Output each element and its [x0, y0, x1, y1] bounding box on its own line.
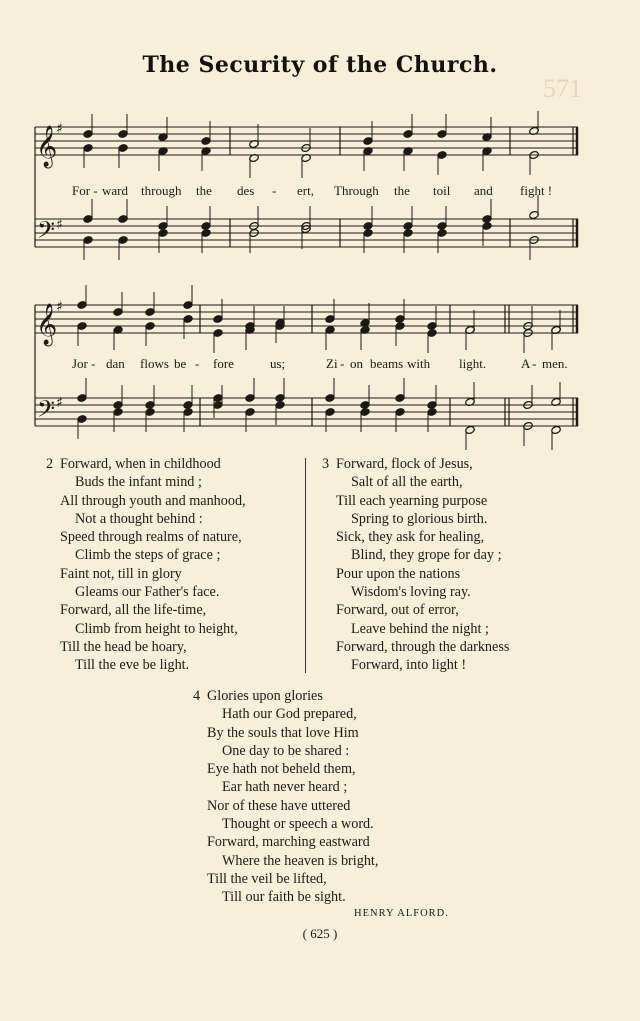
hymn-title: The Security of the Church.	[142, 52, 498, 78]
syllable: be	[174, 356, 187, 371]
syllable: Jor -	[72, 356, 96, 371]
verse-2	[46, 455, 246, 675]
verse-line: Blind, they grope for day ;	[351, 547, 502, 564]
verse-line: Wisdom's loving ray.	[351, 584, 471, 601]
syllable: toil	[433, 183, 451, 198]
author-attribution: HENRY ALFORD.	[354, 908, 449, 919]
verse-line: Forward, all the life-time,	[60, 602, 207, 619]
verse-line: Till the head be hoary,	[60, 638, 187, 655]
syllable: and	[474, 183, 493, 198]
verse-line: One day to be shared :	[222, 742, 350, 759]
verse-line: Climb the steps of grace ;	[75, 547, 221, 564]
syllable: dan	[106, 356, 125, 371]
verse-line: Till our faith be sight.	[222, 889, 346, 906]
verse-line: Thought or speech a word.	[222, 816, 374, 833]
verse-3	[322, 455, 509, 675]
verse-line: Forward, marching eastward	[207, 834, 370, 851]
verse-line: Forward, through the darkness	[336, 638, 510, 655]
verse-line: Not a thought behind :	[75, 510, 203, 527]
verse-4	[193, 687, 378, 907]
verse-line: All through youth and manhood,	[60, 492, 246, 509]
syllable: Zi	[326, 356, 338, 371]
page-number: ( 625 )	[302, 926, 338, 941]
verse-line: Till each yearning purpose	[336, 492, 488, 509]
syllable: beams	[370, 356, 404, 371]
verse-line: 4 Glories upon glories	[193, 688, 323, 704]
verse-line: Till the veil be lifted,	[207, 870, 327, 887]
verse-line: 3 Forward, flock of Jesus,	[322, 456, 473, 472]
syllable: fight !	[520, 183, 553, 198]
syllable: men.	[542, 356, 568, 371]
verse-line: Salt of all the earth,	[351, 474, 463, 491]
bleed-through-page-number: 571	[543, 74, 582, 103]
syllable: with	[407, 356, 431, 371]
verse-line: Ear hath never heard ;	[222, 779, 348, 796]
verse-line: Faint not, till in glory	[60, 565, 182, 582]
verse-line: Sick, they ask for healing,	[336, 529, 485, 546]
verse-line: Spring to glorious birth.	[351, 510, 488, 527]
music-score	[0, 0, 640, 450]
syllable: on	[350, 356, 363, 371]
verse-line: Till the eve be light.	[75, 657, 190, 674]
verse-number: 2	[46, 456, 54, 472]
verse-line: 2 Forward, when in childhood	[46, 456, 221, 472]
syllable: -	[340, 356, 345, 371]
verse-line: Forward, into light !	[351, 657, 467, 674]
syllable: us;	[270, 356, 286, 371]
syllable: ert,	[297, 183, 314, 198]
syllable: Through	[334, 183, 379, 198]
verse-line: By the souls that love Him	[207, 724, 359, 741]
key-sharp: ♯	[56, 299, 63, 315]
syllable: ward	[102, 183, 128, 198]
syllable: flows	[140, 356, 169, 371]
verse-number: 4	[193, 688, 201, 704]
verse-line: Hath our God prepared,	[222, 706, 357, 723]
verse-line: Eye hath not beheld them,	[207, 761, 356, 778]
syllable: A	[521, 356, 531, 371]
treble-clef: 𝄞	[36, 304, 58, 345]
syllable: the	[196, 183, 212, 198]
verse-line: Where the heaven is bright,	[222, 852, 379, 869]
verse-line: Nor of these have uttered	[207, 797, 351, 814]
verse-line: Climb from height to height,	[75, 620, 238, 637]
key-sharp: ♯	[56, 395, 63, 411]
syllable: the	[394, 183, 410, 198]
bass-clef: 𝄢	[37, 216, 56, 249]
bass-clef: 𝄢	[37, 395, 56, 428]
verse-line: Speed through realms of nature,	[60, 529, 242, 546]
syllable: through	[141, 183, 182, 198]
verse-line: Leave behind the night ;	[351, 620, 489, 637]
verse-line: Buds the infant mind ;	[75, 474, 202, 491]
verse-line: Gleams our Father's face.	[75, 584, 220, 601]
syllable: For -	[72, 183, 98, 198]
syllable: -	[532, 356, 537, 371]
verse-number: 3	[322, 456, 330, 472]
treble-clef: 𝄞	[36, 126, 58, 167]
syllable: fore	[213, 356, 234, 371]
verse-divider	[305, 458, 306, 673]
verse-line: Forward, out of error,	[336, 602, 459, 619]
syllable: -	[195, 356, 200, 371]
syllable: -	[272, 183, 277, 198]
verse-line: Pour upon the nations	[336, 565, 461, 582]
syllable: des	[237, 183, 255, 198]
syllable: light.	[459, 356, 487, 371]
key-sharp: ♯	[56, 121, 63, 137]
key-sharp: ♯	[56, 217, 63, 233]
